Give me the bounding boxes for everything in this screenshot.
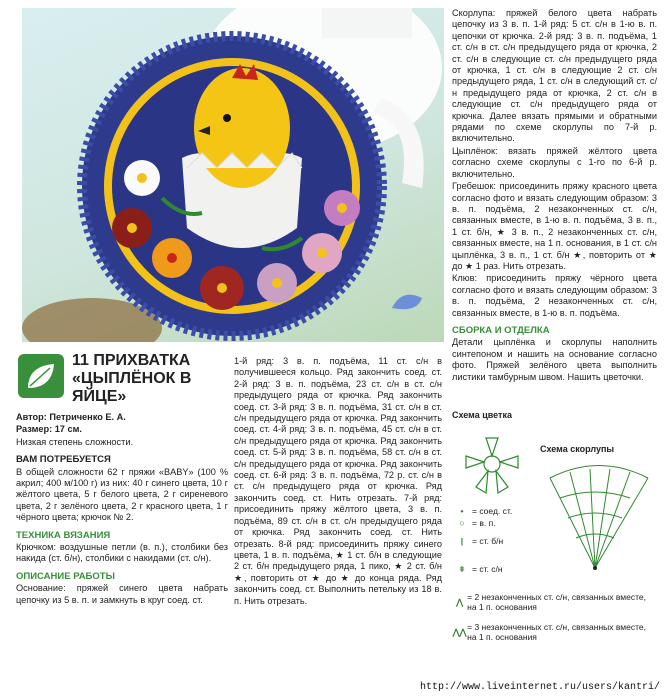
rows-text: 1-й ряд: 3 в. п. подъёма, 11 ст. с/н в получившееся кольцо. Ряд закончить соед. ст. 2-й ряд: 3 в. п. подъёма, 23 ст. с/н в ст. с/н предыдущего ряда от крючка. Ряд закончить соед. ст. 3-й ряд: 3 в. п. подъёма, 31 ст. с/н в ст. с/н предыдущего ряда от крючка. Ряд закончить соед. ст. 4-й ряд: 3 в. п. подъёма, 45 ст. с/н в ст. с/н предыдущего ряда от крючка. Ряд закончить соед. ст. 5-й ряд: 3 в. п. подъёма, 58 ст. с/н в ст. с/н предыдущего ряда от крючка. Ряд закончить соед. ст. 6-й ряд: 3 в. п. подъёма, 72 р. ст. с/н в ст. с/н предыдущего ряда от крючка. Ряд закончить соед. ст. Нить отрезать. 7-й ряд: присоединить пряжу жёлтого цвета, 3 в. п. подъёма, 89 ст. с/н в ст. с/н предыдущего ряда от крючка. Ряд закончить соед. ст. Нить отрезать. 8-й ряд: присоединить пряжу синего цвета, 1 в. п. подъёма, ★ 1 ст. б/н в следующие 2 ст. б/н предыдущего ряда, 1 пико, ★ 2 ст. б/н ★, повторить от ★ до ★ до конца ряда. Ряд закончить соед. ст. Выполнить петельку из 18 в. п. Нить отрезать. [234,356,442,606]
beak-text: Клюв: присоединить пряжу чёрного цвета согласно фото и вязать следующим образом: 3 в. п. подъёма, 2 незаконченных ст. с/н, связанных вместе, в 1-ю в. п. подъёма. [452,273,657,318]
legend-sym-2: ○ [459,518,465,528]
flower-scheme-diagram [452,424,532,504]
legend-sym-1: • [460,506,464,516]
shell-scheme-diagram [540,458,658,578]
materials-heading: ВАМ ПОТРЕБУЕТСЯ [16,454,111,466]
legend-text-4: = ст. с/н [472,564,503,574]
left-column [16,352,228,607]
legend-sym-4: ǂ [459,564,465,574]
work-heading: ОПИСАНИЕ РАБОТЫ [16,570,115,582]
middle-column [234,356,442,608]
potholder-photo [22,8,444,342]
legend-text-3: = ст. б/н [472,536,504,546]
author: Автор: Петриченко Е. А. [16,412,126,422]
materials-text: В общей сложности 62 г пряжи «BABY» (100 % акрил; 400 м/100 г) из них: 40 г синего цвета, 10 г жёлтого цвета, 5 г белого цвета, 2 г сиреневого цвета, 2 г зелёного цвета, 2 г красного цвета, 1 г чёрного цвета; крючок № 2. [16,466,228,523]
project-name-title: «ЦЫПЛЁНОК В ЯЙЦЕ» [72,370,192,405]
project-number-title: 11 ПРИХВАТКА [72,352,191,369]
legend-text-2: = в. п. [472,518,496,528]
legend-text-6: = 3 незаконченных ст. с/н, связанных вместе, на 1 п. основания [467,622,646,642]
size: Размер: 17 см. [16,424,82,435]
potholder-illustration [22,8,444,342]
base-text: Основание: пряжей синего цвета набрать цепочку из 5 в. п. и замкнуть в круг соед. ст. [16,583,228,605]
chick-text: Цыплёнок: вязать пряжей жёлтого цвета согласно схеме скорлупы с 1-го по 6-й р. включительно. [452,145,657,179]
difficulty: Низкая степень сложности. [16,436,134,447]
legend-text-1: = соед. ст. [472,506,513,516]
legend-text-5: = 2 незаконченных ст. с/н, связанных вместе, на 1 п. основания [467,592,646,612]
flower-scheme-title: Схема цветка [452,410,512,420]
assembly-text: Детали цыплёнка и скорлупы наполнить синтепоном и нашить на основание согласно фото. Пряжей зелёного цвета выполнить листики тамбурным швом. Нашить цветочки. [452,337,657,382]
comb-text: Гребешок: присоединить пряжу красного цвета согласно фото и вязать следующим образом: 3 в. п. подъёма, 2 незаконченных ст. с/н, связанных вместе, в 1-ю в. п. подъёма, 3 в. п., 1 ст. б/н, ★ 3 в. п., 2 незаконченных ст. с/н, связанных вместе, на 1 п. основания, в 1 ст. с/н цыплёнка, 3 в. п., 1 ст. б/н ★, повторить от ★ до ★ 1 раз. Нить отрезать. [452,181,657,271]
technique-text: Крючком: воздушные петли (в. п.), столбики без накида (ст. б/н), столбики с накидами (ст. с/н). [16,542,228,564]
right-column [452,8,657,384]
legend-sym-3: | [460,536,464,546]
assembly-heading: СБОРКА И ОТДЕЛКА [452,324,550,336]
legend-sym-6: ⋀⋀ [452,627,467,637]
source-url: http://www.liveinternet.ru/users/kantri/ [420,682,661,693]
shell-text: Скорлупа: пряжей белого цвета набрать цепочку из 3 в. п. 1-й ряд: 5 ст. с/н в 1-ю в. п. цепочки от крючка. 2-й ряд: 3 в. п. подъёма, 1 ст. с/н в ст. с/н предыдущего ряда от крючка, 2 ст. с/н в следующие ст. с/н предыдущего ряда от крючка, 1 ст. с/н в следующие 2 ст. с/н предыдущего ряда, 1 ст. с/н в следующий ст. с/н предыдущего ряда от крючка, 2 ст. с/н в следующие ст. с/н предыдущего ряда от крючка. Далее вязать прямыми и обратными рядами по схеме скорлупы по 7-й р. включительно. [452,8,657,144]
legend-sym-5: ⋀ [456,597,464,607]
technique-heading: ТЕХНИКА ВЯЗАНИЯ [16,529,111,541]
shell-scheme-title: Схема скорлупы [540,444,615,454]
